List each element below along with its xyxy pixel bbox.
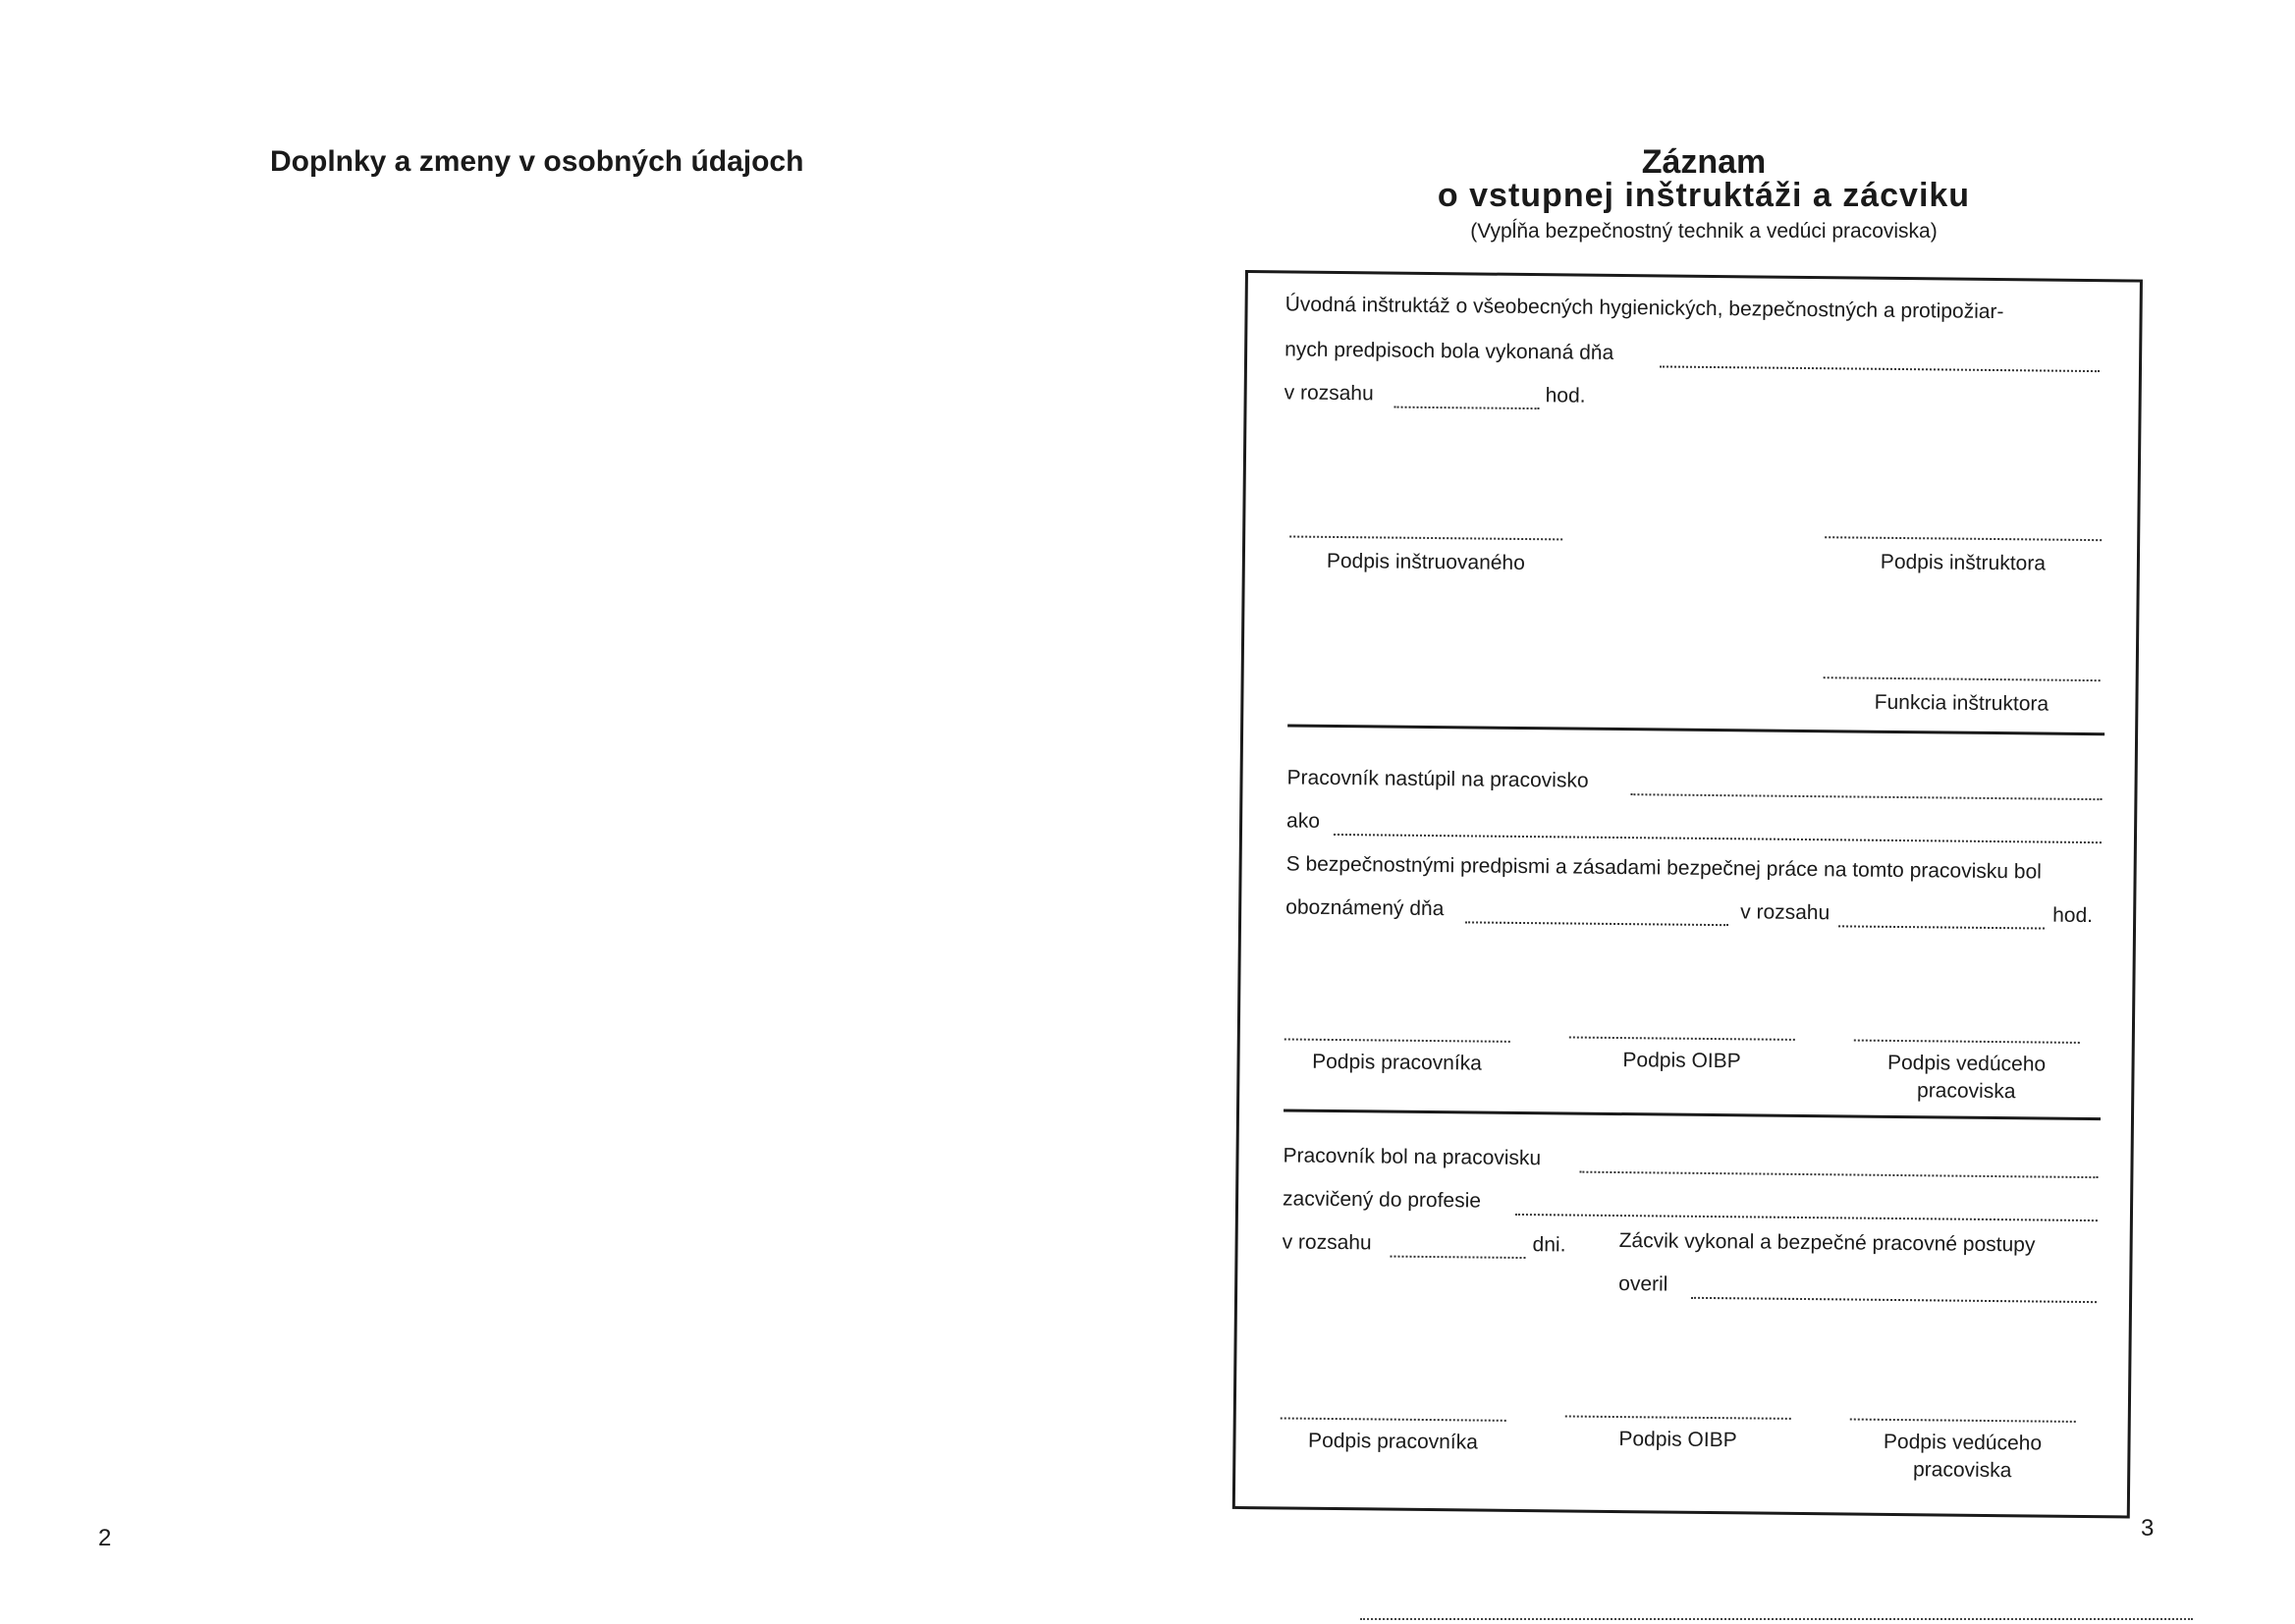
worker-position-field[interactable]	[1334, 834, 2102, 843]
intro-scope-label: v rozsahu	[1284, 381, 1374, 406]
acquainted-hours-unit: hod.	[2052, 903, 2094, 928]
intro-hours-field[interactable]	[1394, 406, 1540, 410]
acquainted-date-label: oboznámený dňa	[1285, 895, 1445, 921]
manager-signature-line[interactable]	[1850, 1419, 2076, 1423]
worker-signature-line[interactable]	[1281, 1417, 1506, 1421]
instructed-signature-label: Podpis inštruovaného	[1326, 549, 1525, 574]
instructor-signature-line[interactable]	[1825, 536, 2102, 541]
oibp-signature-line[interactable]	[1565, 1415, 1791, 1419]
left-page-number: 2	[98, 1525, 112, 1551]
form-title: Záznam	[1641, 143, 1767, 181]
instructed-signature-line[interactable]	[1289, 535, 1562, 540]
intro-date-field[interactable]	[1660, 365, 2100, 372]
intro-date-label: nych predpisoch bola vykonaná dňa	[1284, 338, 1614, 364]
oibp-signature-label: Podpis OIBP	[1618, 1428, 1737, 1452]
instructor-function-line[interactable]	[1824, 677, 2101, 681]
section-divider	[1284, 1109, 2101, 1120]
oibp-signature-label: Podpis OIBP	[1622, 1049, 1741, 1073]
worker-started-label: Pracovník nastúpil na pracovisko	[1286, 766, 1589, 792]
manager-signature-label: Podpis vedúceho pracoviska	[1886, 1051, 2047, 1104]
manager-signature-line[interactable]	[1854, 1040, 2080, 1044]
training-scope-label: v rozsahu	[1282, 1230, 1372, 1255]
workplace-field[interactable]	[1630, 793, 2102, 800]
acquainted-scope-label: v rozsahu	[1740, 900, 1831, 925]
verified-label: overil	[1618, 1272, 1668, 1296]
right-page-number: 3	[2141, 1515, 2155, 1542]
worker-signature-label: Podpis pracovníka	[1308, 1429, 1479, 1454]
worker-as-label: ako	[1286, 809, 1321, 833]
safety-rules-text: S bezpečnostnými predpismi a zásadami bezpečnej práce na tomto pracovisku bol	[1285, 852, 2042, 884]
instructor-signature-label: Podpis inštruktora	[1880, 550, 2047, 575]
left-page-title: Doplnky a zmeny v osobných údajoch	[270, 145, 804, 178]
intro-instruction-text: Úvodná inštruktáž o všeobecných hygienických, bezpečnostných a protipožiar-	[1284, 293, 2004, 324]
training-days-unit: dni.	[1532, 1233, 1566, 1257]
training-performed-text: Zácvik vykonal a bezpečné pracovné postupy	[1618, 1229, 2036, 1257]
trained-workplace-field[interactable]	[1579, 1171, 2098, 1179]
manager-signature-label: Podpis vedúceho pracoviska	[1883, 1430, 2043, 1483]
trained-profession-field[interactable]	[1515, 1214, 2098, 1221]
oibp-signature-line[interactable]	[1569, 1036, 1795, 1040]
worker-signature-line[interactable]	[1284, 1038, 1510, 1042]
page-edge-line	[1360, 1618, 2193, 1620]
section-divider	[1287, 724, 2104, 735]
trained-profession-label: zacvičený do profesie	[1282, 1187, 1482, 1213]
worker-trained-label: Pracovník bol na pracovisku	[1283, 1144, 1542, 1170]
instructor-function-label: Funkcia inštruktora	[1874, 690, 2049, 716]
acquainted-hours-field[interactable]	[1838, 925, 2045, 929]
training-days-field[interactable]	[1390, 1256, 1525, 1259]
form-subtitle: (Vypĺňa bezpečnostný technik a vedúci pracoviska)	[1470, 220, 1938, 243]
verified-by-field[interactable]	[1691, 1297, 2097, 1303]
form-title-subline: o vstupnej inštruktáži a zácviku	[1437, 177, 1971, 214]
acquainted-date-field[interactable]	[1465, 921, 1728, 926]
worker-signature-label: Podpis pracovníka	[1312, 1050, 1483, 1075]
intro-hours-unit: hod.	[1545, 384, 1586, 407]
instruction-record-form	[1232, 270, 2143, 1519]
